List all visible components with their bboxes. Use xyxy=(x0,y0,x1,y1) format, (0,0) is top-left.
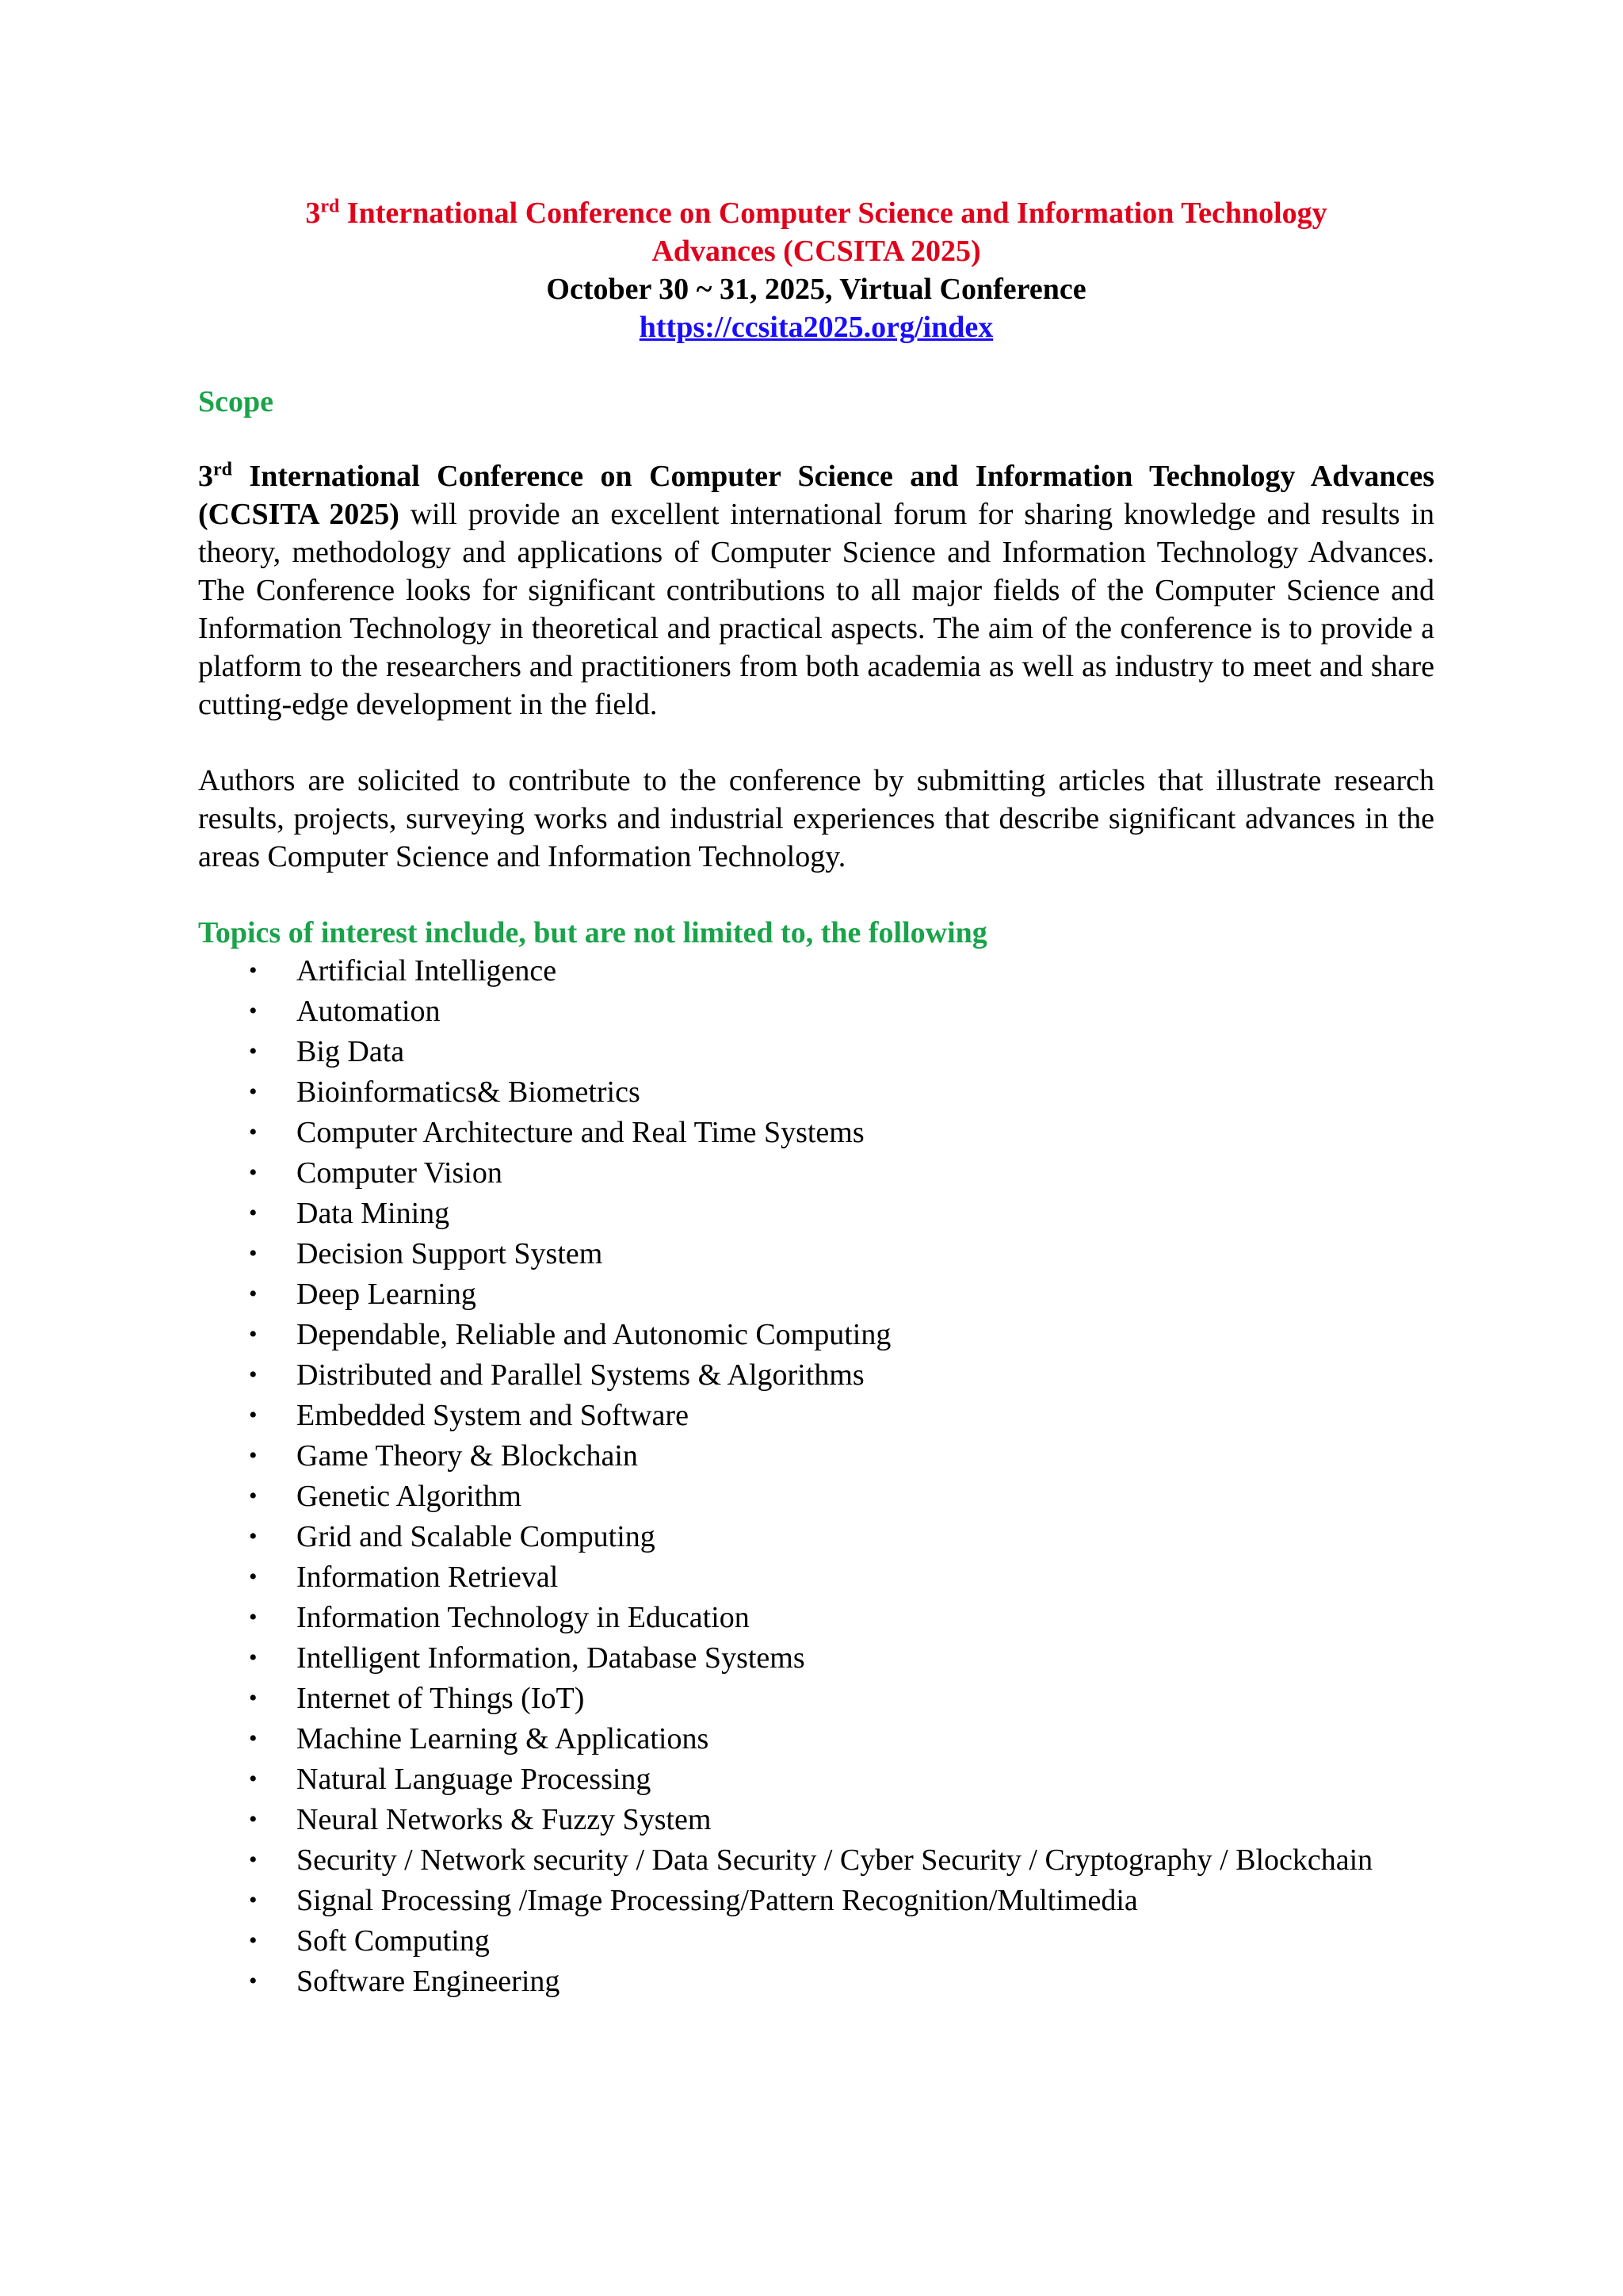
topic-label: Signal Processing /Image Processing/Pattern Recognition/Multimedia xyxy=(296,1884,1138,1917)
topic-label: Internet of Things (IoT) xyxy=(296,1682,585,1715)
bullet-icon: • xyxy=(249,998,258,1024)
topic-label: Artificial Intelligence xyxy=(296,954,557,988)
bullet-icon: • xyxy=(249,1240,258,1266)
bullet-icon: • xyxy=(249,1321,258,1347)
conference-header xyxy=(198,194,1434,346)
topic-label: Bioinformatics& Biometrics xyxy=(296,1075,640,1109)
topic-list-item xyxy=(198,1639,1434,1677)
bullet-icon: • xyxy=(249,1725,258,1752)
topic-label: Decision Support System xyxy=(296,1237,603,1270)
topic-label: Dependable, Reliable and Autonomic Computing xyxy=(296,1318,892,1351)
topic-list-item xyxy=(198,1437,1434,1475)
topic-label: Embedded System and Software xyxy=(296,1399,689,1432)
topic-label: Neural Networks & Fuzzy System xyxy=(296,1803,712,1836)
scope-para1-ordinal-suffix: rd xyxy=(213,459,232,480)
conference-title xyxy=(198,194,1434,270)
bullet-icon: • xyxy=(249,1564,258,1590)
bullet-icon: • xyxy=(249,957,258,984)
conference-dates: October 30 ~ 31, 2025, Virtual Conference xyxy=(546,273,1086,306)
topic-label: Big Data xyxy=(296,1035,405,1068)
scope-para1-body: will provide an excellent international forum for sharing knowledge and results in theory, methodology and applications of Computer Science and Information Technology Advances. The Conference looks for significant contributions to all major fields of the Computer Science and Information Technology in theoretical and practical aspects. The aim of the conference is to provide a platform to the researchers and practitioners from both academia as well as industry to meet and share cutting-edge development in the field. xyxy=(198,498,1434,721)
topic-list-item xyxy=(198,1599,1434,1637)
topic-label: Natural Language Processing xyxy=(296,1763,651,1796)
topic-list-item xyxy=(198,1679,1434,1717)
document-page xyxy=(198,194,1434,2003)
topic-label: Intelligent Information, Database Systems xyxy=(296,1641,805,1675)
topic-list-item xyxy=(198,1396,1434,1435)
topic-list-item xyxy=(198,1154,1434,1192)
topic-list-item xyxy=(198,1194,1434,1232)
bullet-icon: • xyxy=(249,1523,258,1549)
title-line-2: Advances (CCSITA 2025) xyxy=(651,235,981,268)
topic-list-item xyxy=(198,1033,1434,1071)
topic-label: Software Engineering xyxy=(296,1965,560,1998)
bullet-icon: • xyxy=(249,1968,258,1994)
scope-para1-ordinal-number: 3 xyxy=(198,460,213,493)
topic-label: Grid and Scalable Computing xyxy=(296,1520,655,1553)
title-ordinal-suffix: rd xyxy=(320,196,340,217)
topic-label: Information Retrieval xyxy=(296,1561,559,1594)
topic-list-item xyxy=(198,1114,1434,1152)
bullet-icon: • xyxy=(249,1685,258,1711)
topics-heading: Topics of interest include, but are not limited to, the following xyxy=(198,916,987,949)
topic-list-item xyxy=(198,1841,1434,1879)
bullet-icon: • xyxy=(249,1847,258,1873)
bullet-icon: • xyxy=(249,1806,258,1832)
topic-label: Distributed and Parallel Systems & Algorithms xyxy=(296,1358,865,1392)
topic-list-item xyxy=(198,1720,1434,1758)
topic-label: Computer Architecture and Real Time Systems xyxy=(296,1116,865,1149)
topic-label: Information Technology in Education xyxy=(296,1601,750,1634)
bullet-icon: • xyxy=(249,1927,258,1954)
topic-list-item xyxy=(198,1962,1434,2000)
bullet-icon: • xyxy=(249,1159,258,1186)
bullet-icon: • xyxy=(249,1038,258,1064)
topic-list-item xyxy=(198,1275,1434,1313)
scope-para1-bold-title: International Conference on Computer Science and Information Technology Advances (CCSITA 2025) xyxy=(198,460,1435,531)
topic-list-item xyxy=(198,1356,1434,1394)
bullet-icon: • xyxy=(249,1362,258,1388)
topic-list-item xyxy=(198,1922,1434,1960)
bullet-icon: • xyxy=(249,1402,258,1428)
scope-paragraph-1 xyxy=(198,457,1434,724)
topic-label: Deep Learning xyxy=(296,1278,476,1311)
topic-list-item xyxy=(198,992,1434,1030)
scope-heading: Scope xyxy=(198,385,273,418)
bullet-icon: • xyxy=(249,1200,258,1226)
bullet-icon: • xyxy=(249,1079,258,1105)
bullet-icon: • xyxy=(249,1119,258,1145)
topic-list-item xyxy=(198,1316,1434,1354)
topic-list-item xyxy=(198,1073,1434,1111)
bullet-icon: • xyxy=(249,1766,258,1792)
topic-label: Game Theory & Blockchain xyxy=(296,1439,638,1473)
topic-label: Data Mining xyxy=(296,1197,450,1230)
topic-list-item xyxy=(198,1477,1434,1515)
bullet-icon: • xyxy=(249,1604,258,1630)
bullet-icon: • xyxy=(249,1281,258,1307)
topic-list-item xyxy=(198,1518,1434,1556)
bullet-icon: • xyxy=(249,1645,258,1671)
topic-list-item xyxy=(198,1558,1434,1596)
topic-label: Computer Vision xyxy=(296,1156,502,1190)
topic-label: Machine Learning & Applications xyxy=(296,1722,709,1755)
title-ordinal-number: 3 xyxy=(305,197,321,230)
topic-list-item xyxy=(198,1881,1434,1920)
topic-list-item xyxy=(198,1801,1434,1839)
scope-paragraph-2: Authors are solicited to contribute to the conference by submitting articles that illustrate research results, projects, surveying works and industrial experiences that describe significant advances in the areas Computer Science and Information Technology. xyxy=(198,764,1434,873)
bullet-icon: • xyxy=(249,1483,258,1509)
topic-list-item xyxy=(198,1235,1434,1273)
bullet-icon: • xyxy=(249,1442,258,1469)
topic-list-item xyxy=(198,1760,1434,1798)
title-line-1: International Conference on Computer Science and Information Technology xyxy=(346,197,1327,230)
topics-list xyxy=(198,952,1434,2000)
bullet-icon: • xyxy=(249,1887,258,1913)
topic-label: Genetic Algorithm xyxy=(296,1480,521,1513)
conference-url-link[interactable]: https://ccsita2025.org/index xyxy=(639,311,994,344)
topic-label: Automation xyxy=(296,995,441,1028)
topic-list-item xyxy=(198,952,1434,990)
topic-label: Security / Network security / Data Security / Cyber Security / Cryptography / Blockchain xyxy=(296,1843,1373,1877)
topic-label: Soft Computing xyxy=(296,1924,490,1958)
